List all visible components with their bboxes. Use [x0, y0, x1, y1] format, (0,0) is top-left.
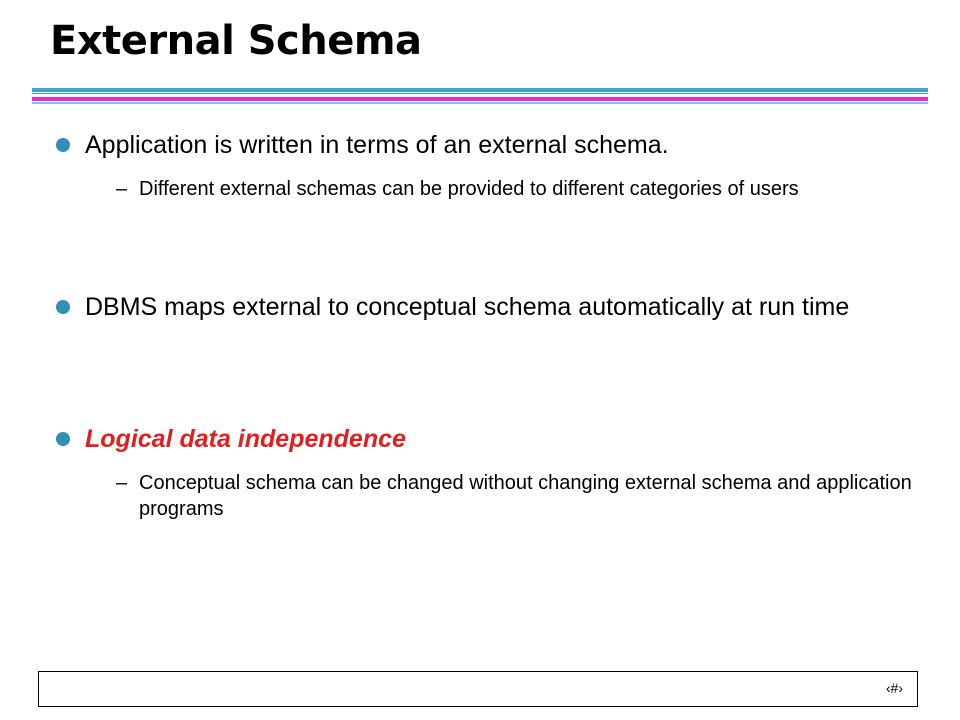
footer-box — [38, 671, 918, 707]
page-number: ‹#› — [885, 680, 903, 696]
bullet-3-text: Logical data independence — [85, 425, 406, 453]
title-rule-light — [32, 102, 928, 104]
bullet-dot-icon — [56, 300, 70, 314]
slide-title: External Schema — [50, 18, 422, 64]
title-rule-thin — [32, 93, 928, 94]
bullet-dot-icon — [56, 138, 70, 152]
title-rule-magenta — [32, 97, 928, 101]
sub-bullet-dash: – — [116, 472, 128, 494]
bullet-1-text: Application is written in terms of an external schema. — [85, 131, 669, 159]
sub-bullet-dash: – — [116, 178, 128, 200]
sub-bullet-1-text: Different external schemas can be provided to different categories of users — [139, 178, 799, 200]
bullet-dot-icon — [56, 432, 70, 446]
sub-bullet-3-text: Conceptual schema can be changed without changing external schema and application programs — [139, 472, 912, 520]
title-rule-blue — [32, 88, 928, 92]
bullet-2-text: DBMS maps external to conceptual schema automatically at run time — [85, 293, 850, 321]
